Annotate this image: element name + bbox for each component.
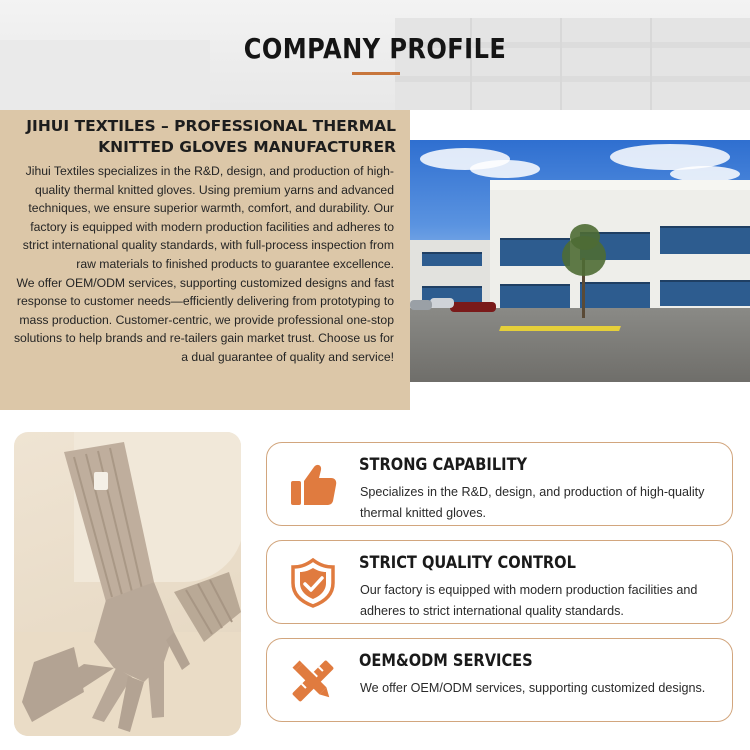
intro-paragraph-2: We offer OEM/ODM services, supporting customized designs and fast response to customer needs—efficiently delivering from prototyping to mass production. Customer-centric, we provide professional one-stop solutions to help brands and re-tailers gain market trust. Choose us for a dual guarantee of quality and service!	[13, 275, 394, 364]
feature-title: STRICT QUALITY CONTROL	[359, 553, 576, 573]
title-underline	[352, 72, 400, 75]
intro-body	[6, 162, 394, 367]
feature-text: We offer OEM/ODM services, supporting customized designs.	[360, 681, 706, 695]
intro-heading-line1: JIHUI TEXTILES – PROFESSIONAL THERMAL	[26, 117, 396, 135]
feature-title: OEM&ODM SERVICES	[359, 651, 533, 671]
feature-card-quality-control	[266, 540, 733, 624]
intro-paragraph-1: Jihui Textiles specializes in the R&D, design, and production of high-quality thermal knitted gloves. Using premium yarns and advanced techniques, we ensure superior warmth, comfort, and durability. Our factory is equipped with modern production facilities and adheres to strict international quality standards, with full-process inspection from raw materials to finished products to guarantee excellence.	[22, 164, 394, 271]
shield-check-icon	[287, 557, 339, 609]
feature-card-strong-capability	[266, 442, 733, 526]
pencil-ruler-icon	[287, 655, 339, 707]
intro-heading	[16, 116, 396, 158]
intro-panel	[0, 110, 410, 410]
feature-text: Specializes in the R&D, design, and production of high-quality thermal knitted gloves.	[360, 485, 705, 520]
factory-building-photo	[410, 140, 750, 382]
feature-text: Our factory is equipped with modern production facilities and adheres to strict international quality standards.	[360, 583, 698, 618]
feature-card-oem-odm	[266, 638, 733, 722]
knitted-glove-photo	[14, 432, 241, 736]
intro-heading-line2: KNITTED GLOVES MANUFACTURER	[98, 138, 396, 156]
thumbs-up-icon	[287, 459, 339, 511]
feature-title: STRONG CAPABILITY	[359, 455, 528, 475]
page-title: COMPANY PROFILE	[243, 32, 507, 65]
